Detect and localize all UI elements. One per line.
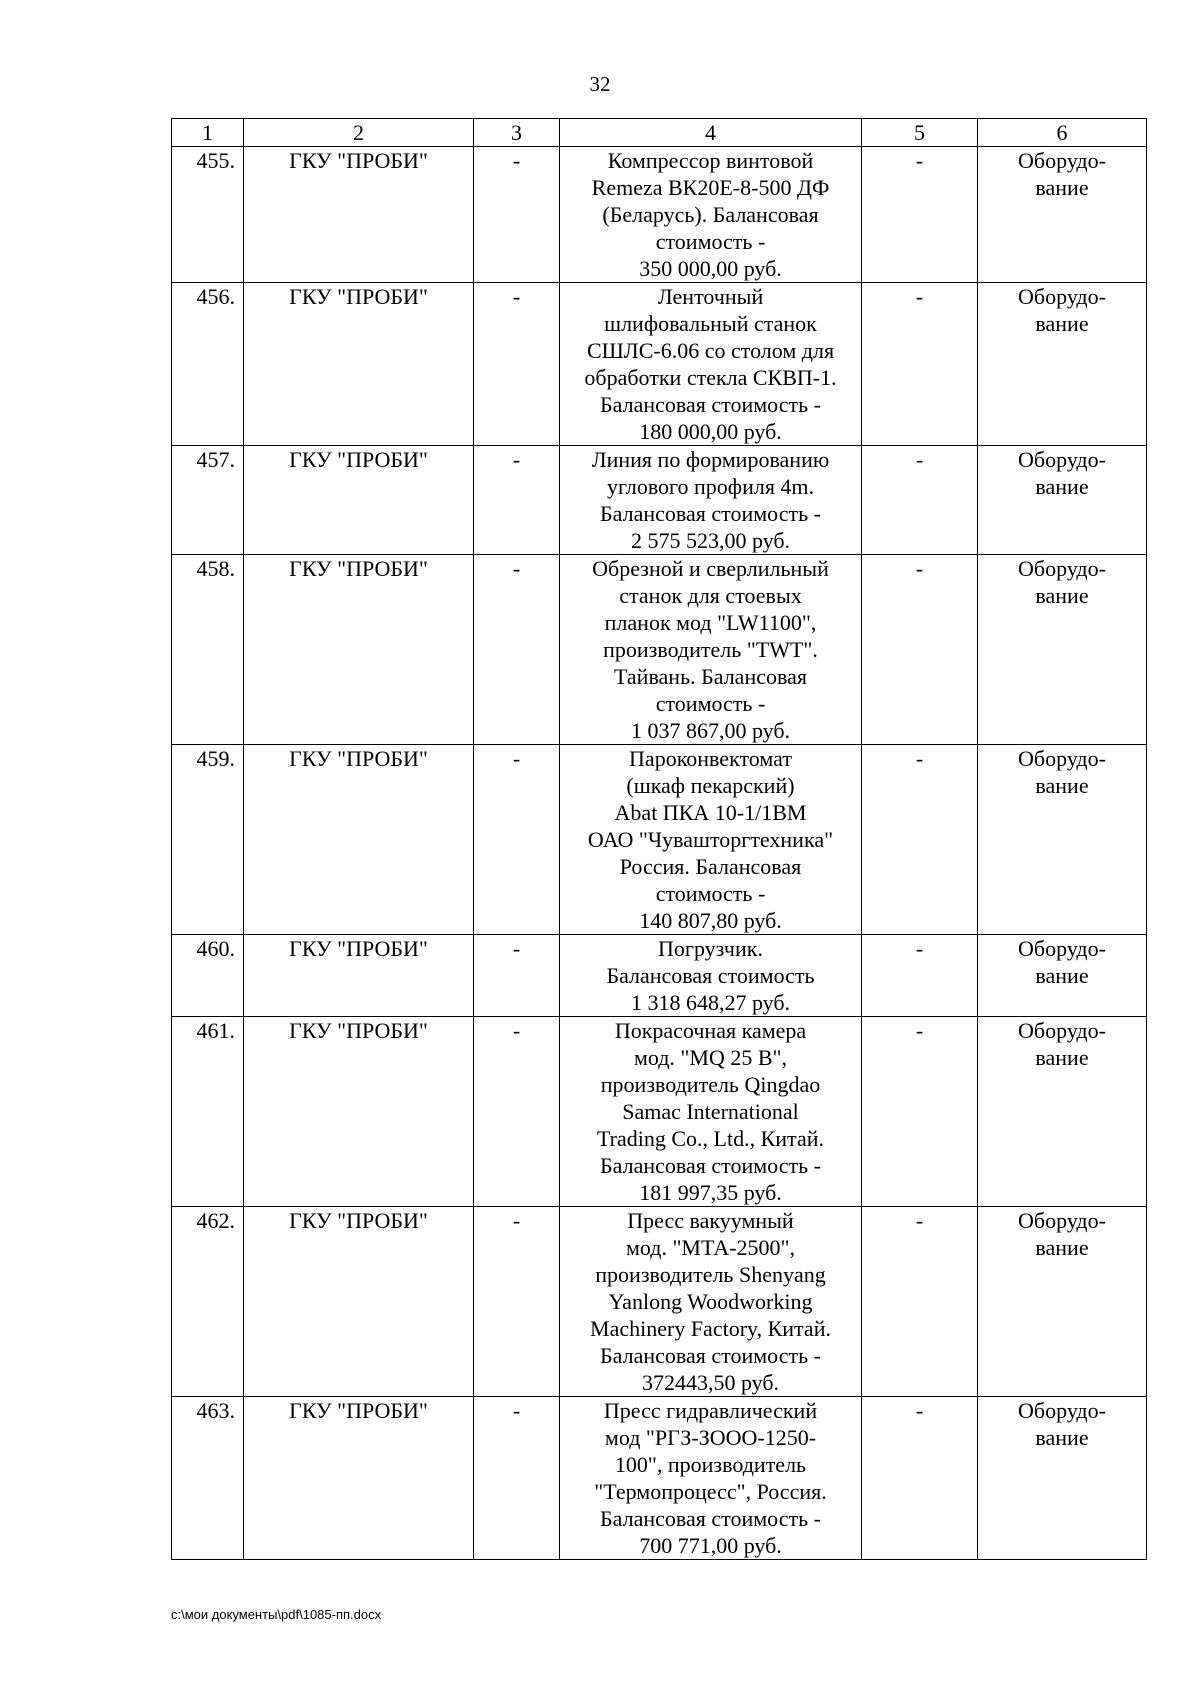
column-3-cell: - [474, 555, 560, 745]
description-cell: Компрессор винтовой Remeza ВК20Е-8-500 ДФ (Беларусь). Балансовая стоимость - 350 000,00 руб. [560, 147, 862, 283]
row-number-cell: 455. [172, 147, 244, 283]
column-5-cell: - [862, 555, 978, 745]
column-5-cell: - [862, 1397, 978, 1560]
description-cell: Погрузчик. Балансовая стоимость 1 318 648,27 руб. [560, 935, 862, 1017]
organization-cell: ГКУ "ПРОБИ" [244, 446, 474, 555]
table-row [172, 446, 1147, 555]
column-5-cell: - [862, 147, 978, 283]
description-cell: Обрезной и сверлильный станок для стоевых планок мод "LW1100", производитель "TWT". Тайвань. Балансовая стоимость - 1 037 867,00 руб. [560, 555, 862, 745]
description-cell: Линия по формированию углового профиля 4m. Балансовая стоимость - 2 575 523,00 руб. [560, 446, 862, 555]
row-number-cell: 461. [172, 1017, 244, 1207]
column-5-cell: - [862, 1017, 978, 1207]
footer-file-path: c:\мои документы\pdf\1085-пп.docx [171, 1607, 382, 1622]
column-header: 6 [978, 119, 1147, 147]
column-3-cell: - [474, 147, 560, 283]
description-cell: Пресс вакуумный мод. "МТА-2500", производитель Shenyang Yanlong Woodworking Machinery Factory, Китай. Балансовая стоимость - 372443,50 руб. [560, 1207, 862, 1397]
column-header: 1 [172, 119, 244, 147]
organization-cell: ГКУ "ПРОБИ" [244, 555, 474, 745]
table-row [172, 745, 1147, 935]
organization-cell: ГКУ "ПРОБИ" [244, 935, 474, 1017]
organization-cell: ГКУ "ПРОБИ" [244, 147, 474, 283]
table-row [172, 283, 1147, 446]
organization-cell: ГКУ "ПРОБИ" [244, 1207, 474, 1397]
description-cell: Покрасочная камера мод. "MQ 25 B", производитель Qingdao Samac International Trading Co., Ltd., Китай. Балансовая стоимость - 181 997,35 руб. [560, 1017, 862, 1207]
row-number-cell: 460. [172, 935, 244, 1017]
organization-cell: ГКУ "ПРОБИ" [244, 1017, 474, 1207]
type-cell: Оборудо- вание [978, 745, 1147, 935]
column-header: 3 [474, 119, 560, 147]
column-3-cell: - [474, 745, 560, 935]
column-3-cell: - [474, 935, 560, 1017]
column-3-cell: - [474, 283, 560, 446]
column-header: 5 [862, 119, 978, 147]
organization-cell: ГКУ "ПРОБИ" [244, 1397, 474, 1560]
column-3-cell: - [474, 1207, 560, 1397]
table-row [172, 1397, 1147, 1560]
column-header: 4 [560, 119, 862, 147]
type-cell: Оборудо- вание [978, 555, 1147, 745]
table-row [172, 1207, 1147, 1397]
column-3-cell: - [474, 1397, 560, 1560]
type-cell: Оборудо- вание [978, 1397, 1147, 1560]
description-cell: Пароконвектомат (шкаф пекарский) Abat ПКА 10-1/1ВМ ОАО "Чувашторгтехника" Россия. Балансовая стоимость - 140 807,80 руб. [560, 745, 862, 935]
type-cell: Оборудо- вание [978, 446, 1147, 555]
description-cell: Ленточный шлифовальный станок СШЛС-6.06 со столом для обработки стекла СКВП-1. Балансовая стоимость - 180 000,00 руб. [560, 283, 862, 446]
organization-cell: ГКУ "ПРОБИ" [244, 745, 474, 935]
column-5-cell: - [862, 446, 978, 555]
organization-cell: ГКУ "ПРОБИ" [244, 283, 474, 446]
table-row [172, 555, 1147, 745]
row-number-cell: 458. [172, 555, 244, 745]
column-5-cell: - [862, 283, 978, 446]
table-row [172, 935, 1147, 1017]
type-cell: Оборудо- вание [978, 1017, 1147, 1207]
column-3-cell: - [474, 446, 560, 555]
type-cell: Оборудо- вание [978, 935, 1147, 1017]
column-header: 2 [244, 119, 474, 147]
type-cell: Оборудо- вание [978, 1207, 1147, 1397]
row-number-cell: 463. [172, 1397, 244, 1560]
table-row [172, 1017, 1147, 1207]
row-number-cell: 459. [172, 745, 244, 935]
row-number-cell: 457. [172, 446, 244, 555]
column-5-cell: - [862, 935, 978, 1017]
type-cell: Оборудо- вание [978, 147, 1147, 283]
column-3-cell: - [474, 1017, 560, 1207]
column-5-cell: - [862, 745, 978, 935]
header-row [172, 119, 1147, 147]
property-table [171, 118, 1147, 1560]
row-number-cell: 462. [172, 1207, 244, 1397]
page-number: 32 [589, 72, 611, 96]
table-body [172, 147, 1147, 1560]
column-5-cell: - [862, 1207, 978, 1397]
row-number-cell: 456. [172, 283, 244, 446]
table-row [172, 147, 1147, 283]
description-cell: Пресс гидравлический мод "РГЗ-ЗООО-1250- 100", производитель "Термопроцесс", Россия. Балансовая стоимость - 700 771,00 руб. [560, 1397, 862, 1560]
type-cell: Оборудо- вание [978, 283, 1147, 446]
